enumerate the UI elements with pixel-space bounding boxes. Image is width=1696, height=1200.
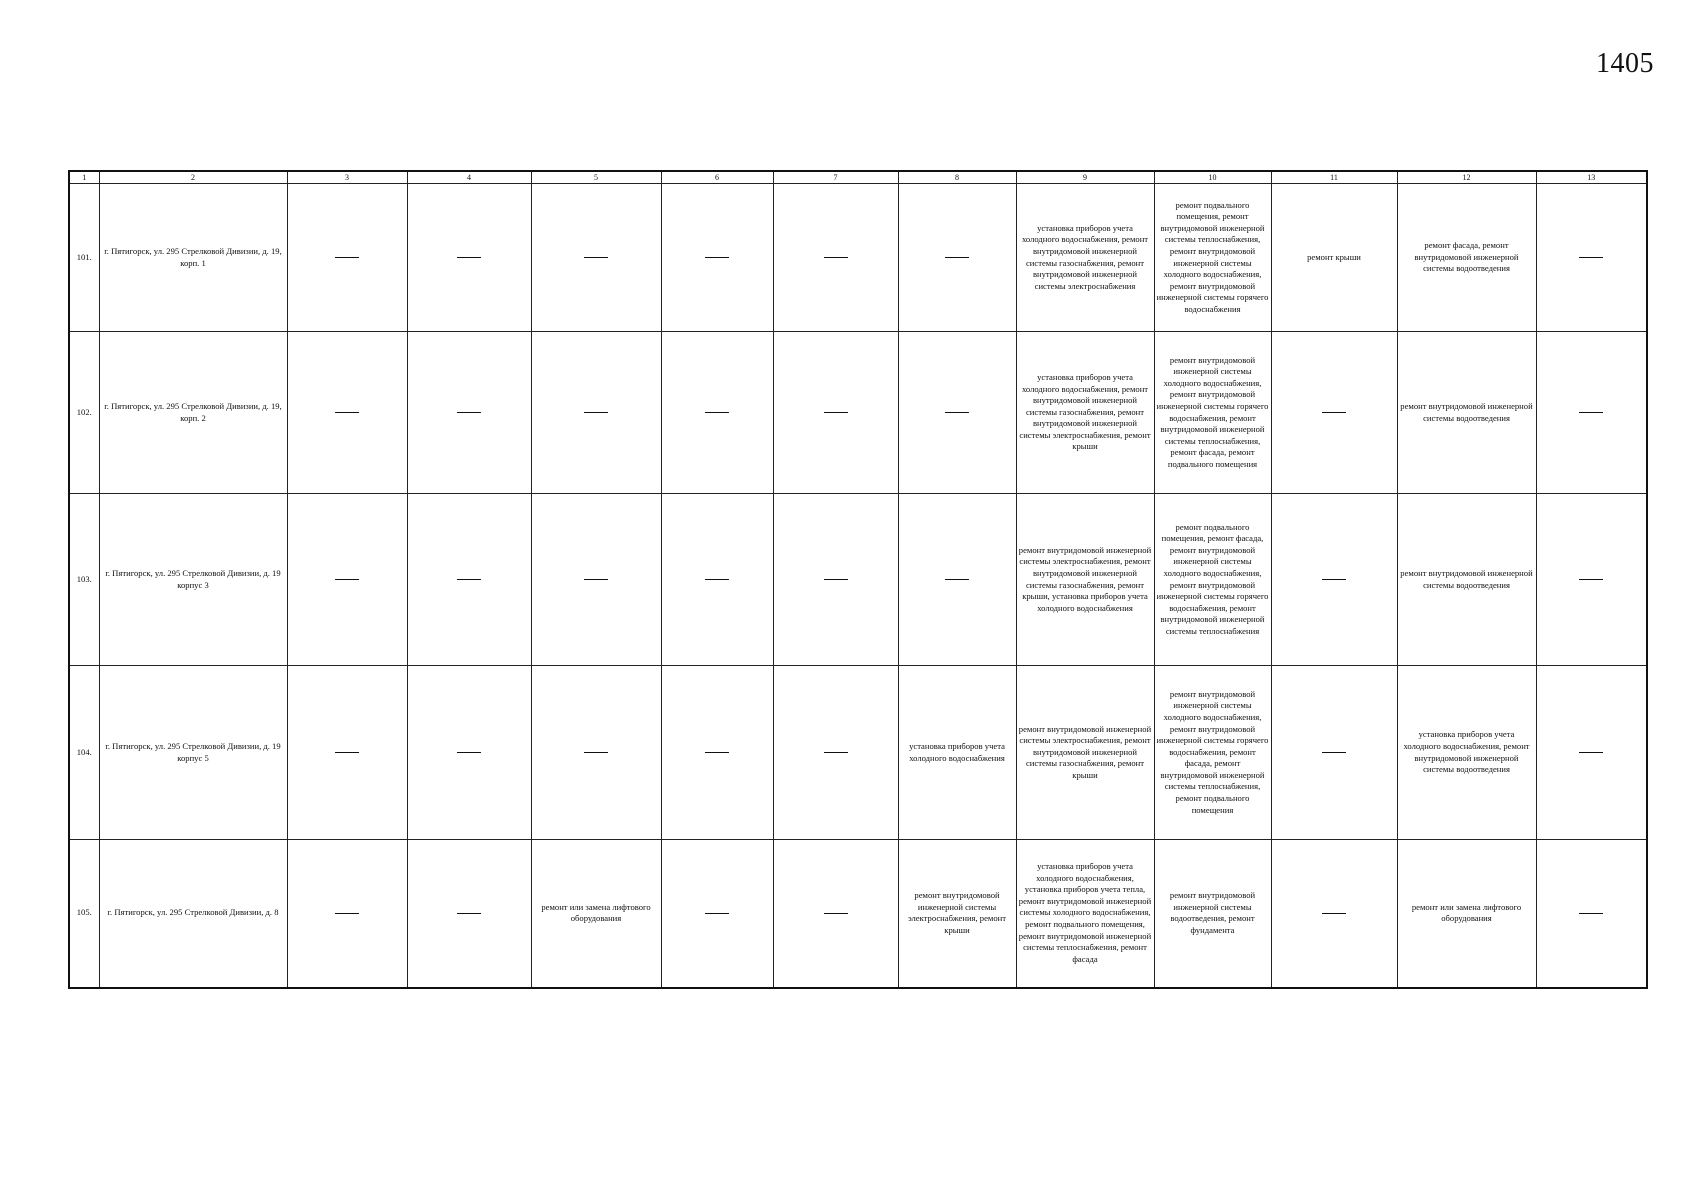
cell-col-7 bbox=[773, 332, 898, 494]
cell-col-7 bbox=[773, 840, 898, 988]
cell-col-3 bbox=[287, 494, 407, 666]
cell-col-5 bbox=[531, 184, 661, 332]
dash-mark bbox=[705, 913, 729, 914]
dash-mark bbox=[584, 412, 608, 413]
row-number: 105. bbox=[69, 840, 99, 988]
cell-col-12: установка приборов учета холодного водоснабжения, ремонт внутридомовой инженерной системы водоотведения bbox=[1397, 666, 1536, 840]
cell-col-5 bbox=[531, 494, 661, 666]
dash-mark bbox=[1579, 257, 1603, 258]
cell-col-9: ремонт внутридомовой инженерной системы электроснабжения, ремонт внутридомовой инженерной системы газоснабжения, ремонт крыши bbox=[1016, 666, 1154, 840]
dash-mark bbox=[335, 257, 359, 258]
cell-col-8: установка приборов учета холодного водоснабжения bbox=[898, 666, 1016, 840]
dash-mark bbox=[1322, 913, 1346, 914]
dash-mark bbox=[705, 412, 729, 413]
cell-col-3 bbox=[287, 184, 407, 332]
cell-col-4 bbox=[407, 840, 531, 988]
column-number-7: 7 bbox=[773, 171, 898, 184]
table-row bbox=[69, 840, 1647, 988]
dash-mark bbox=[705, 257, 729, 258]
cell-col-8 bbox=[898, 332, 1016, 494]
column-number-3: 3 bbox=[287, 171, 407, 184]
dash-mark bbox=[584, 257, 608, 258]
cell-col-9: установка приборов учета холодного водоснабжения, установка приборов учета тепла, ремонт внутридомовой инженерной системы холодного водоснабжения, ремонт подвального помещения, ремонт внутридомовой инженерной системы теплоснабжения, ремонт фасада bbox=[1016, 840, 1154, 988]
cell-col-8 bbox=[898, 184, 1016, 332]
cell-col-3 bbox=[287, 332, 407, 494]
dash-mark bbox=[335, 752, 359, 753]
cell-col-10: ремонт внутридомовой инженерной системы холодного водоснабжения, ремонт внутридомовой инженерной системы горячего водоснабжения, ремонт фасада, ремонт внутридомовой инженерной системы теплоснабжения, ремонт подвального помещения bbox=[1154, 666, 1271, 840]
column-number-13: 13 bbox=[1536, 171, 1647, 184]
cell-col-7 bbox=[773, 666, 898, 840]
row-number: 103. bbox=[69, 494, 99, 666]
dash-mark bbox=[335, 913, 359, 914]
row-number: 104. bbox=[69, 666, 99, 840]
table-row bbox=[69, 332, 1647, 494]
page-number: 1405 bbox=[1596, 48, 1654, 79]
dash-mark bbox=[457, 579, 481, 580]
cell-col-10: ремонт подвального помещения, ремонт фасада, ремонт внутридомовой инженерной системы холодного водоснабжения, ремонт внутридомовой инженерной системы горячего водоснабжения, ремонт внутридомовой инженерной системы теплоснабжения bbox=[1154, 494, 1271, 666]
row-number: 102. bbox=[69, 332, 99, 494]
cell-col-8: ремонт внутридомовой инженерной системы электроснабжения, ремонт крыши bbox=[898, 840, 1016, 988]
dash-mark bbox=[584, 752, 608, 753]
cell-col-4 bbox=[407, 332, 531, 494]
dash-mark bbox=[457, 257, 481, 258]
address-cell: г. Пятигорск, ул. 295 Стрелковой Дивизии, д. 19 корпус 5 bbox=[99, 666, 287, 840]
cell-col-6 bbox=[661, 840, 773, 988]
dash-mark bbox=[457, 913, 481, 914]
cell-col-4 bbox=[407, 184, 531, 332]
cell-col-3 bbox=[287, 840, 407, 988]
dash-mark bbox=[824, 913, 848, 914]
column-number-12: 12 bbox=[1397, 171, 1536, 184]
dash-mark bbox=[824, 579, 848, 580]
cell-col-12: ремонт внутридомовой инженерной системы водоотведения bbox=[1397, 332, 1536, 494]
cell-col-13 bbox=[1536, 666, 1647, 840]
dash-mark bbox=[457, 412, 481, 413]
dash-mark bbox=[1579, 579, 1603, 580]
dash-mark bbox=[1579, 752, 1603, 753]
column-number-5: 5 bbox=[531, 171, 661, 184]
dash-mark bbox=[705, 752, 729, 753]
dash-mark bbox=[824, 752, 848, 753]
repair-schedule-table bbox=[68, 170, 1648, 989]
dash-mark bbox=[1579, 412, 1603, 413]
cell-col-11 bbox=[1271, 494, 1397, 666]
dash-mark bbox=[335, 412, 359, 413]
cell-col-4 bbox=[407, 666, 531, 840]
dash-mark bbox=[457, 752, 481, 753]
dash-mark bbox=[705, 579, 729, 580]
address-cell: г. Пятигорск, ул. 295 Стрелковой Дивизии, д. 19, корп. 1 bbox=[99, 184, 287, 332]
dash-mark bbox=[945, 412, 969, 413]
column-number-1: 1 bbox=[69, 171, 99, 184]
cell-col-11: ремонт крыши bbox=[1271, 184, 1397, 332]
cell-col-13 bbox=[1536, 184, 1647, 332]
dash-mark bbox=[824, 412, 848, 413]
cell-col-12: ремонт внутридомовой инженерной системы водоотведения bbox=[1397, 494, 1536, 666]
column-number-8: 8 bbox=[898, 171, 1016, 184]
dash-mark bbox=[1322, 579, 1346, 580]
address-cell: г. Пятигорск, ул. 295 Стрелковой Дивизии, д. 19 корпус 3 bbox=[99, 494, 287, 666]
column-number-row bbox=[69, 171, 1647, 184]
cell-col-3 bbox=[287, 666, 407, 840]
column-number-2: 2 bbox=[99, 171, 287, 184]
cell-col-9: установка приборов учета холодного водоснабжения, ремонт внутридомовой инженерной системы газоснабжения, ремонт внутридомовой инженерной системы электроснабжения bbox=[1016, 184, 1154, 332]
cell-col-10: ремонт внутридомовой инженерной системы водоотведения, ремонт фундамента bbox=[1154, 840, 1271, 988]
address-cell: г. Пятигорск, ул. 295 Стрелковой Дивизии, д. 8 bbox=[99, 840, 287, 988]
column-number-10: 10 bbox=[1154, 171, 1271, 184]
column-number-4: 4 bbox=[407, 171, 531, 184]
cell-col-13 bbox=[1536, 332, 1647, 494]
cell-col-9: ремонт внутридомовой инженерной системы электроснабжения, ремонт внутридомовой инженерной системы газоснабжения, ремонт крыши, установка приборов учета холодного водоснабжения bbox=[1016, 494, 1154, 666]
cell-col-11 bbox=[1271, 666, 1397, 840]
cell-col-6 bbox=[661, 666, 773, 840]
address-cell: г. Пятигорск, ул. 295 Стрелковой Дивизии, д. 19, корп. 2 bbox=[99, 332, 287, 494]
cell-col-5 bbox=[531, 666, 661, 840]
row-number: 101. bbox=[69, 184, 99, 332]
cell-col-11 bbox=[1271, 840, 1397, 988]
dash-mark bbox=[945, 579, 969, 580]
cell-col-13 bbox=[1536, 840, 1647, 988]
column-number-11: 11 bbox=[1271, 171, 1397, 184]
dash-mark bbox=[1322, 752, 1346, 753]
table-body bbox=[69, 171, 1647, 988]
cell-col-11 bbox=[1271, 332, 1397, 494]
cell-col-13 bbox=[1536, 494, 1647, 666]
cell-col-7 bbox=[773, 184, 898, 332]
dash-mark bbox=[335, 579, 359, 580]
dash-mark bbox=[1322, 412, 1346, 413]
table-row bbox=[69, 184, 1647, 332]
dash-mark bbox=[1579, 913, 1603, 914]
table-row bbox=[69, 666, 1647, 840]
cell-col-10: ремонт подвального помещения, ремонт внутридомовой инженерной системы теплоснабжения, ремонт внутридомовой инженерной системы холодного водоснабжения, ремонт внутридомовой инженерной системы горячего водоснабжения bbox=[1154, 184, 1271, 332]
cell-col-5 bbox=[531, 332, 661, 494]
cell-col-8 bbox=[898, 494, 1016, 666]
dash-mark bbox=[824, 257, 848, 258]
cell-col-5: ремонт или замена лифтового оборудования bbox=[531, 840, 661, 988]
cell-col-6 bbox=[661, 184, 773, 332]
dash-mark bbox=[945, 257, 969, 258]
column-number-9: 9 bbox=[1016, 171, 1154, 184]
cell-col-10: ремонт внутридомовой инженерной системы холодного водоснабжения, ремонт внутридомовой инженерной системы горячего водоснабжения, ремонт внутридомовой инженерной системы теплоснабжения, ремонт фасада, ремонт подвального помещения bbox=[1154, 332, 1271, 494]
cell-col-6 bbox=[661, 332, 773, 494]
table-row bbox=[69, 494, 1647, 666]
cell-col-12: ремонт фасада, ремонт внутридомовой инженерной системы водоотведения bbox=[1397, 184, 1536, 332]
cell-col-12: ремонт или замена лифтового оборудования bbox=[1397, 840, 1536, 988]
cell-col-6 bbox=[661, 494, 773, 666]
dash-mark bbox=[584, 579, 608, 580]
cell-col-9: установка приборов учета холодного водоснабжения, ремонт внутридомовой инженерной системы газоснабжения, ремонт внутридомовой инженерной системы электроснабжения, ремонт крыши bbox=[1016, 332, 1154, 494]
cell-col-4 bbox=[407, 494, 531, 666]
column-number-6: 6 bbox=[661, 171, 773, 184]
cell-col-7 bbox=[773, 494, 898, 666]
